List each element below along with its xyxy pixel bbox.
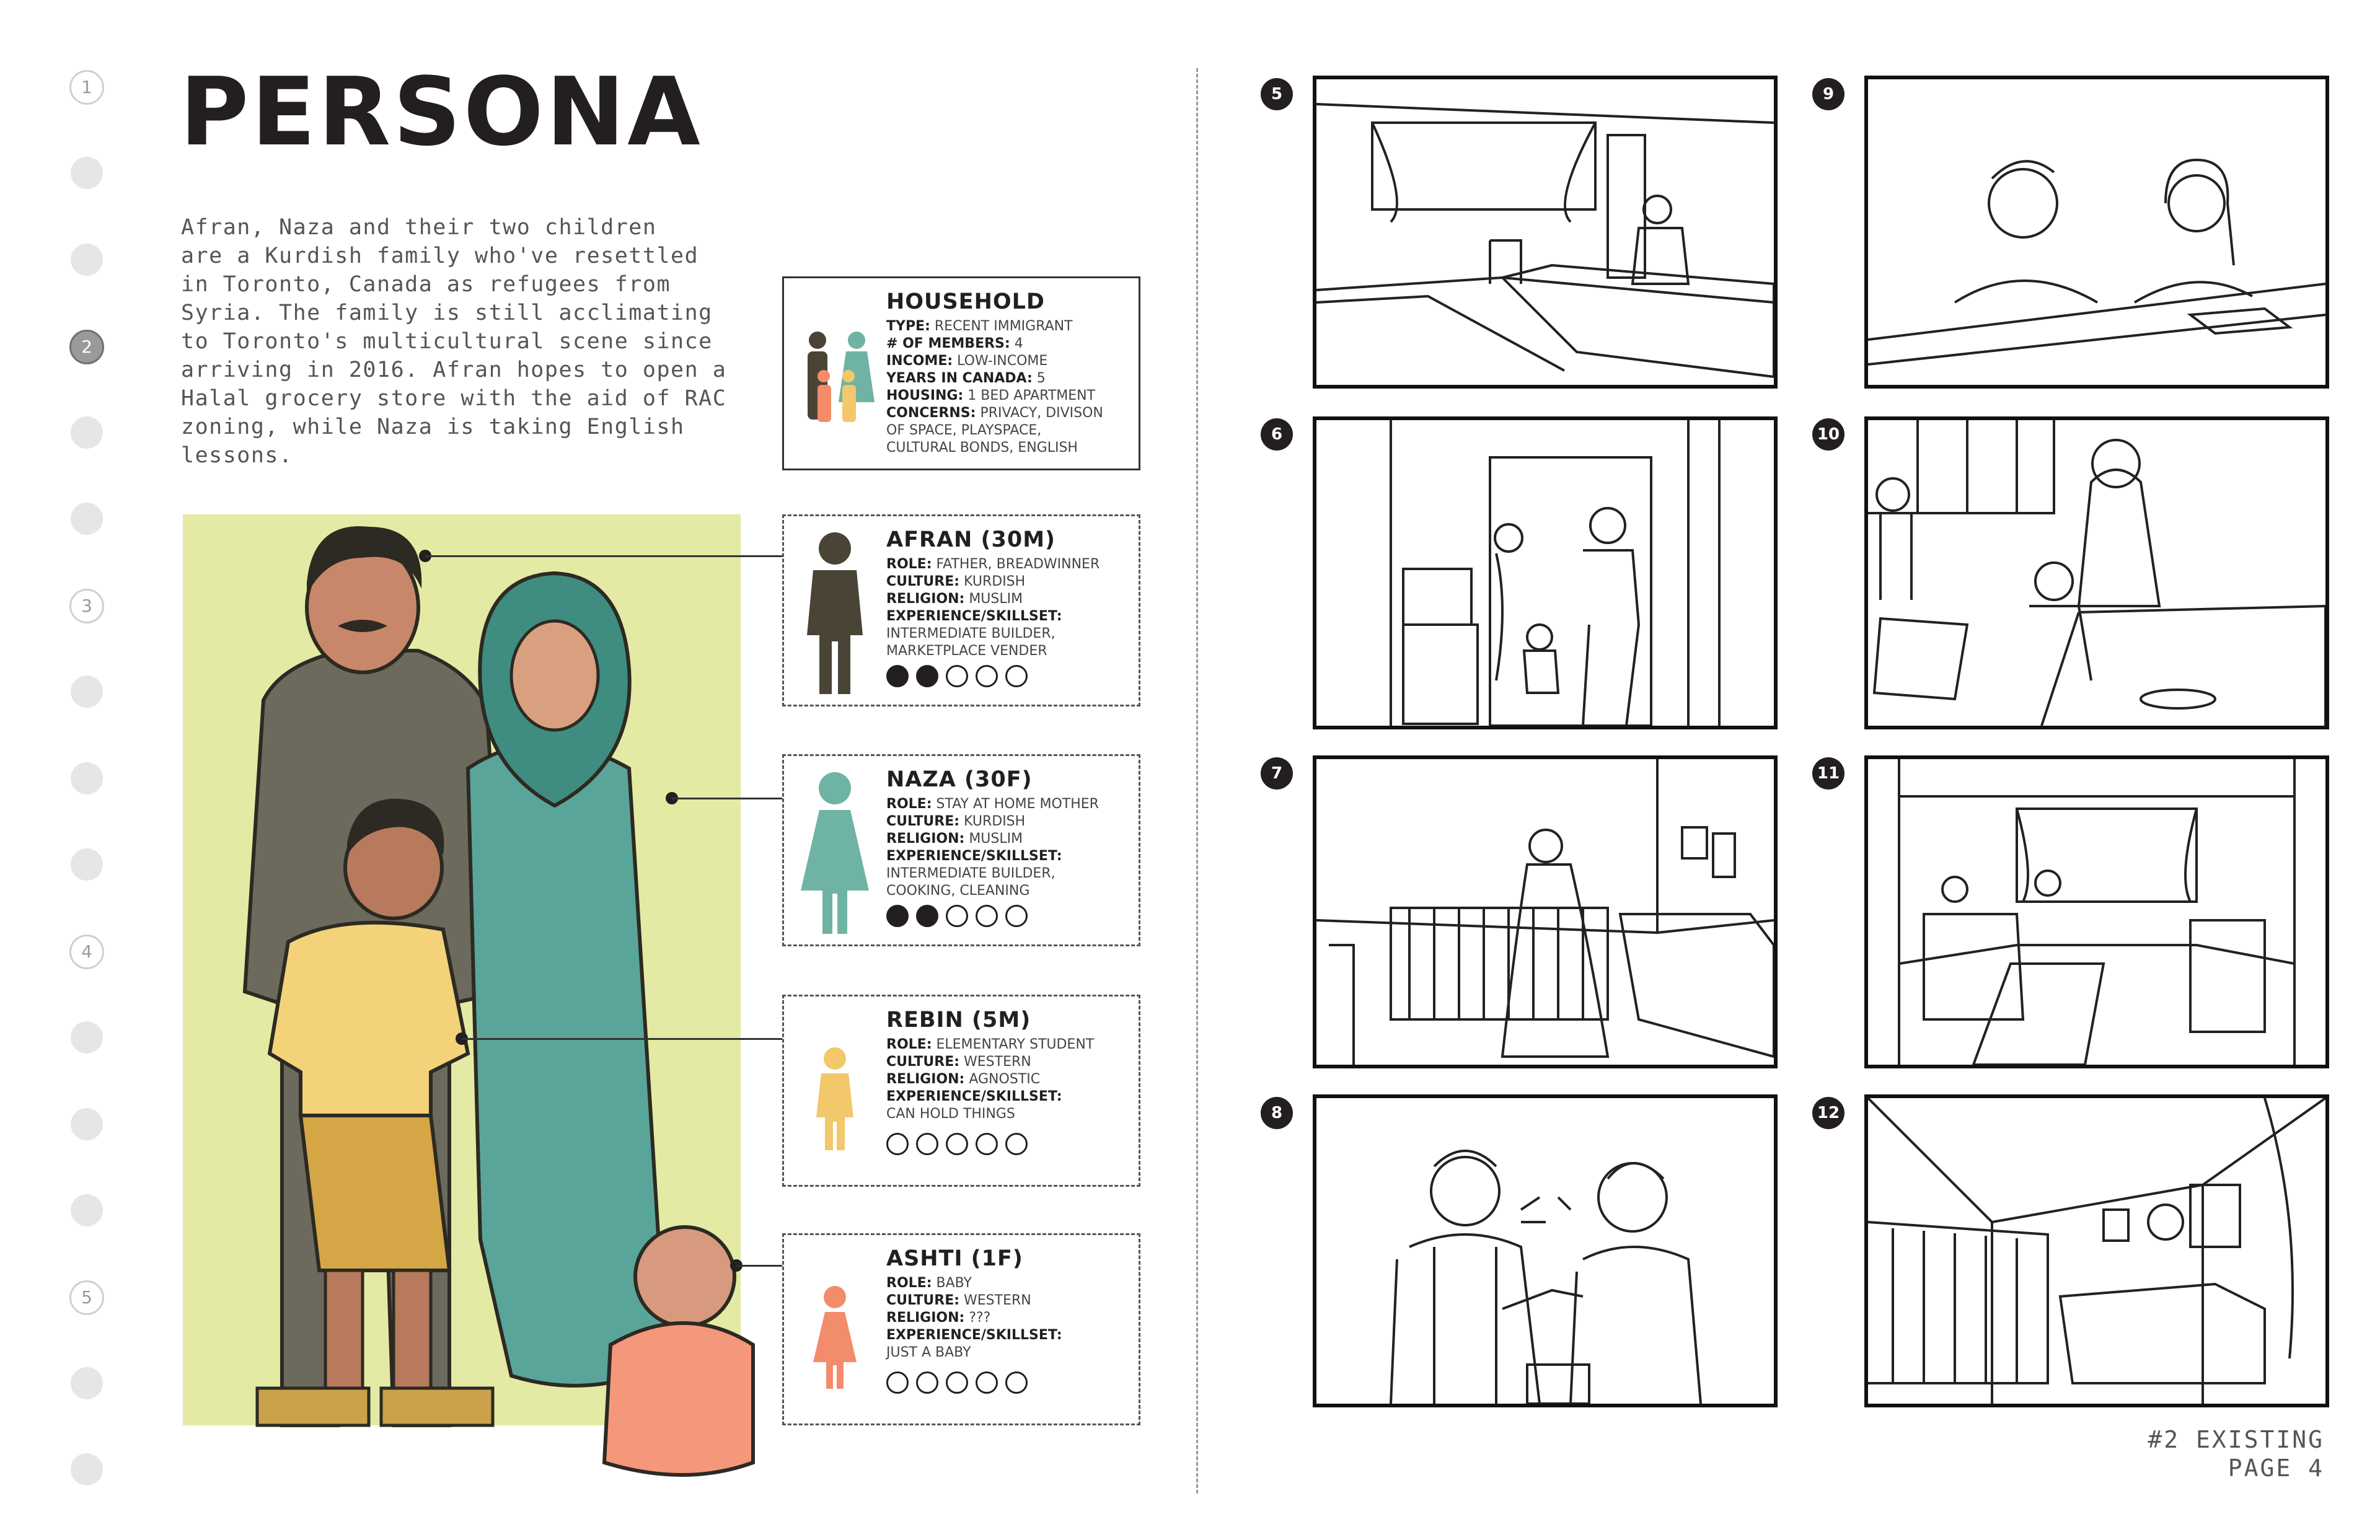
timeline-dot <box>71 157 103 189</box>
persona-row-continued: COOKING, CLEANING <box>886 883 1030 899</box>
persona-heading: NAZA (30F) <box>886 767 1033 792</box>
household-row: TYPE: RECENT IMMIGRANT <box>886 319 1073 334</box>
bedroom-sketch <box>1316 79 1774 385</box>
intro-line: are a Kurdish family who've resettled <box>181 244 699 268</box>
rebin-leader-line <box>462 1038 782 1040</box>
persona-card-ashti <box>782 1233 1140 1425</box>
skill-dot-filled <box>916 665 938 687</box>
intro-line: Syria. The family is still acclimating <box>181 301 713 325</box>
skill-dot-empty <box>1005 1133 1028 1155</box>
skill-dot-empty <box>946 665 968 687</box>
doorway-sketch <box>1316 420 1774 726</box>
timeline-dot <box>71 762 103 794</box>
household-heading: HOUSEHOLD <box>886 289 1045 314</box>
persona-heading: ASHTI (1F) <box>886 1246 1023 1271</box>
persona-row: EXPERIENCE/SKILLSET: <box>886 609 1062 624</box>
panel-number-12: 12 <box>1812 1097 1844 1129</box>
storyboard-panel-7[interactable] <box>1313 755 1778 1068</box>
panel-number-9: 9 <box>1812 78 1844 110</box>
persona-row: EXPERIENCE/SKILLSET: <box>886 1327 1062 1343</box>
household-row: # OF MEMBERS: 4 <box>886 336 1023 351</box>
storyboard-panel-6[interactable] <box>1313 416 1778 729</box>
family-icon <box>798 328 878 427</box>
skill-rating <box>886 905 1035 930</box>
household-card <box>782 276 1140 470</box>
panel-number-6: 6 <box>1261 418 1293 451</box>
skill-rating <box>886 1371 1035 1396</box>
skill-dot-empty <box>916 1371 938 1394</box>
persona-row: ROLE: BABY <box>886 1275 972 1291</box>
persona-card-afran <box>782 514 1140 706</box>
persona-row: EXPERIENCE/SKILLSET: <box>886 1089 1062 1104</box>
persona-row: CULTURE: WESTERN <box>886 1054 1031 1070</box>
persona-row: ROLE: FATHER, BREADWINNER <box>886 557 1100 572</box>
household-row: INCOME: LOW-INCOME <box>886 353 1048 369</box>
timeline-dot <box>71 1021 103 1054</box>
intro-line: Afran, Naza and their two children <box>181 215 657 240</box>
section-label: #2 EXISTING <box>2148 1426 2324 1453</box>
skill-dot-empty <box>1005 665 1028 687</box>
ashti-leader-line <box>736 1265 782 1267</box>
storyboard-panel-5[interactable] <box>1313 76 1778 389</box>
skill-dot-filled <box>916 905 938 927</box>
family-illustration <box>158 496 759 1487</box>
skill-dot-empty <box>976 665 998 687</box>
panel-number-5: 5 <box>1261 78 1293 110</box>
skill-dot-empty <box>976 1133 998 1155</box>
persona-row: CULTURE: WESTERN <box>886 1293 1031 1308</box>
page-number: PAGE 4 <box>2228 1454 2324 1482</box>
timeline-marker-5[interactable]: 5 <box>69 1280 104 1315</box>
skill-dot-empty <box>886 1133 909 1155</box>
persona-heading: REBIN (5M) <box>886 1008 1031 1032</box>
timeline-dot <box>71 1367 103 1399</box>
persona-row: ROLE: ELEMENTARY STUDENT <box>886 1037 1095 1052</box>
timeline-dot <box>71 848 103 881</box>
skill-dot-empty <box>886 1371 909 1394</box>
persona-row-continued: CAN HOLD THINGS <box>886 1106 1015 1122</box>
persona-row: ROLE: STAY AT HOME MOTHER <box>886 796 1099 812</box>
skill-dot-empty <box>946 1133 968 1155</box>
page-title: PERSONA <box>180 57 703 167</box>
girl-icon <box>798 1285 872 1390</box>
grocer-sketch <box>1316 1098 1774 1404</box>
timeline-marker-2[interactable]: 2 <box>69 330 104 364</box>
intro-line: zoning, while Naza is taking English <box>181 415 685 439</box>
persona-row: RELIGION: MUSLIM <box>886 831 1023 847</box>
intro-line: in Toronto, Canada as refugees from <box>181 272 671 297</box>
man-icon <box>798 530 872 697</box>
skill-dot-empty <box>946 905 968 927</box>
skill-dot-empty <box>946 1371 968 1394</box>
intro-paragraph <box>181 213 739 470</box>
storyboard-panel-10[interactable] <box>1864 416 2329 729</box>
timeline-dot <box>71 1194 103 1226</box>
household-row-continued: OF SPACE, PLAYSPACE, <box>886 423 1042 438</box>
intro-line: arriving in 2016. Afran hopes to open a <box>181 358 727 382</box>
skill-rating <box>886 665 1035 690</box>
persona-card-rebin <box>782 995 1140 1187</box>
persona-row-continued: MARKETPLACE VENDER <box>886 643 1047 659</box>
storyboard-panel-12[interactable] <box>1864 1094 2329 1407</box>
panel-number-11: 11 <box>1812 757 1844 790</box>
storyboard-panel-11[interactable] <box>1864 755 2329 1068</box>
household-row: YEARS IN CANADA: 5 <box>886 371 1046 386</box>
persona-row: CULTURE: KURDISH <box>886 574 1026 589</box>
bedroom-night-sketch <box>1868 1098 2325 1404</box>
persona-row-continued: JUST A BABY <box>886 1345 971 1360</box>
skill-dot-empty <box>1005 905 1028 927</box>
naza-leader-line <box>672 798 782 799</box>
persona-row-continued: INTERMEDIATE BUILDER, <box>886 626 1056 641</box>
intro-line: to Toronto's multicultural scene since <box>181 329 713 354</box>
household-row: HOUSING: 1 BED APARTMENT <box>886 388 1096 403</box>
persona-heading: AFRAN (30M) <box>886 527 1056 552</box>
intro-line: lessons. <box>181 443 293 468</box>
storyboard-panel-9[interactable] <box>1864 76 2329 389</box>
persona-row: RELIGION: MUSLIM <box>886 591 1023 607</box>
timeline-marker-1[interactable]: 1 <box>69 70 104 105</box>
nursery-sketch <box>1316 759 1774 1065</box>
kids-study-sketch <box>1868 79 2325 385</box>
kitchen-sketch <box>1868 420 2325 726</box>
skill-dot-empty <box>976 905 998 927</box>
persona-row: CULTURE: KURDISH <box>886 814 1026 829</box>
intro-line: Halal grocery store with the aid of RAC <box>181 386 727 411</box>
woman-icon <box>798 770 872 937</box>
timeline-marker-3[interactable]: 3 <box>69 589 104 623</box>
persona-card-naza <box>782 754 1140 946</box>
persona-row: RELIGION: ??? <box>886 1310 991 1326</box>
persona-row-continued: INTERMEDIATE BUILDER, <box>886 866 1056 881</box>
skill-dot-filled <box>886 665 909 687</box>
panel-number-7: 7 <box>1261 757 1293 790</box>
household-row: CONCERNS: PRIVACY, DIVISON <box>886 405 1103 421</box>
timeline-dot <box>71 675 103 708</box>
skill-rating <box>886 1133 1035 1158</box>
page-footer <box>2148 1425 2324 1482</box>
timeline-dot <box>71 1108 103 1140</box>
timeline-dot <box>71 244 103 276</box>
boy-icon <box>798 1046 872 1151</box>
skill-dot-empty <box>1005 1371 1028 1394</box>
page-divider <box>1196 68 1198 1494</box>
household-row-continued: CULTURAL BONDS, ENGLISH <box>886 440 1078 455</box>
persona-row: RELIGION: AGNOSTIC <box>886 1071 1041 1087</box>
living-room-sketch <box>1868 759 2325 1065</box>
timeline-dot <box>71 503 103 535</box>
panel-number-10: 10 <box>1812 418 1844 451</box>
timeline-dot <box>71 1453 103 1485</box>
timeline-marker-4[interactable]: 4 <box>69 935 104 969</box>
timeline-dot <box>71 416 103 449</box>
skill-dot-empty <box>976 1371 998 1394</box>
panel-number-8: 8 <box>1261 1097 1293 1129</box>
skill-dot-filled <box>886 905 909 927</box>
afran-leader-line <box>425 555 782 557</box>
storyboard-panel-8[interactable] <box>1313 1094 1778 1407</box>
persona-row: EXPERIENCE/SKILLSET: <box>886 848 1062 864</box>
skill-dot-empty <box>916 1133 938 1155</box>
